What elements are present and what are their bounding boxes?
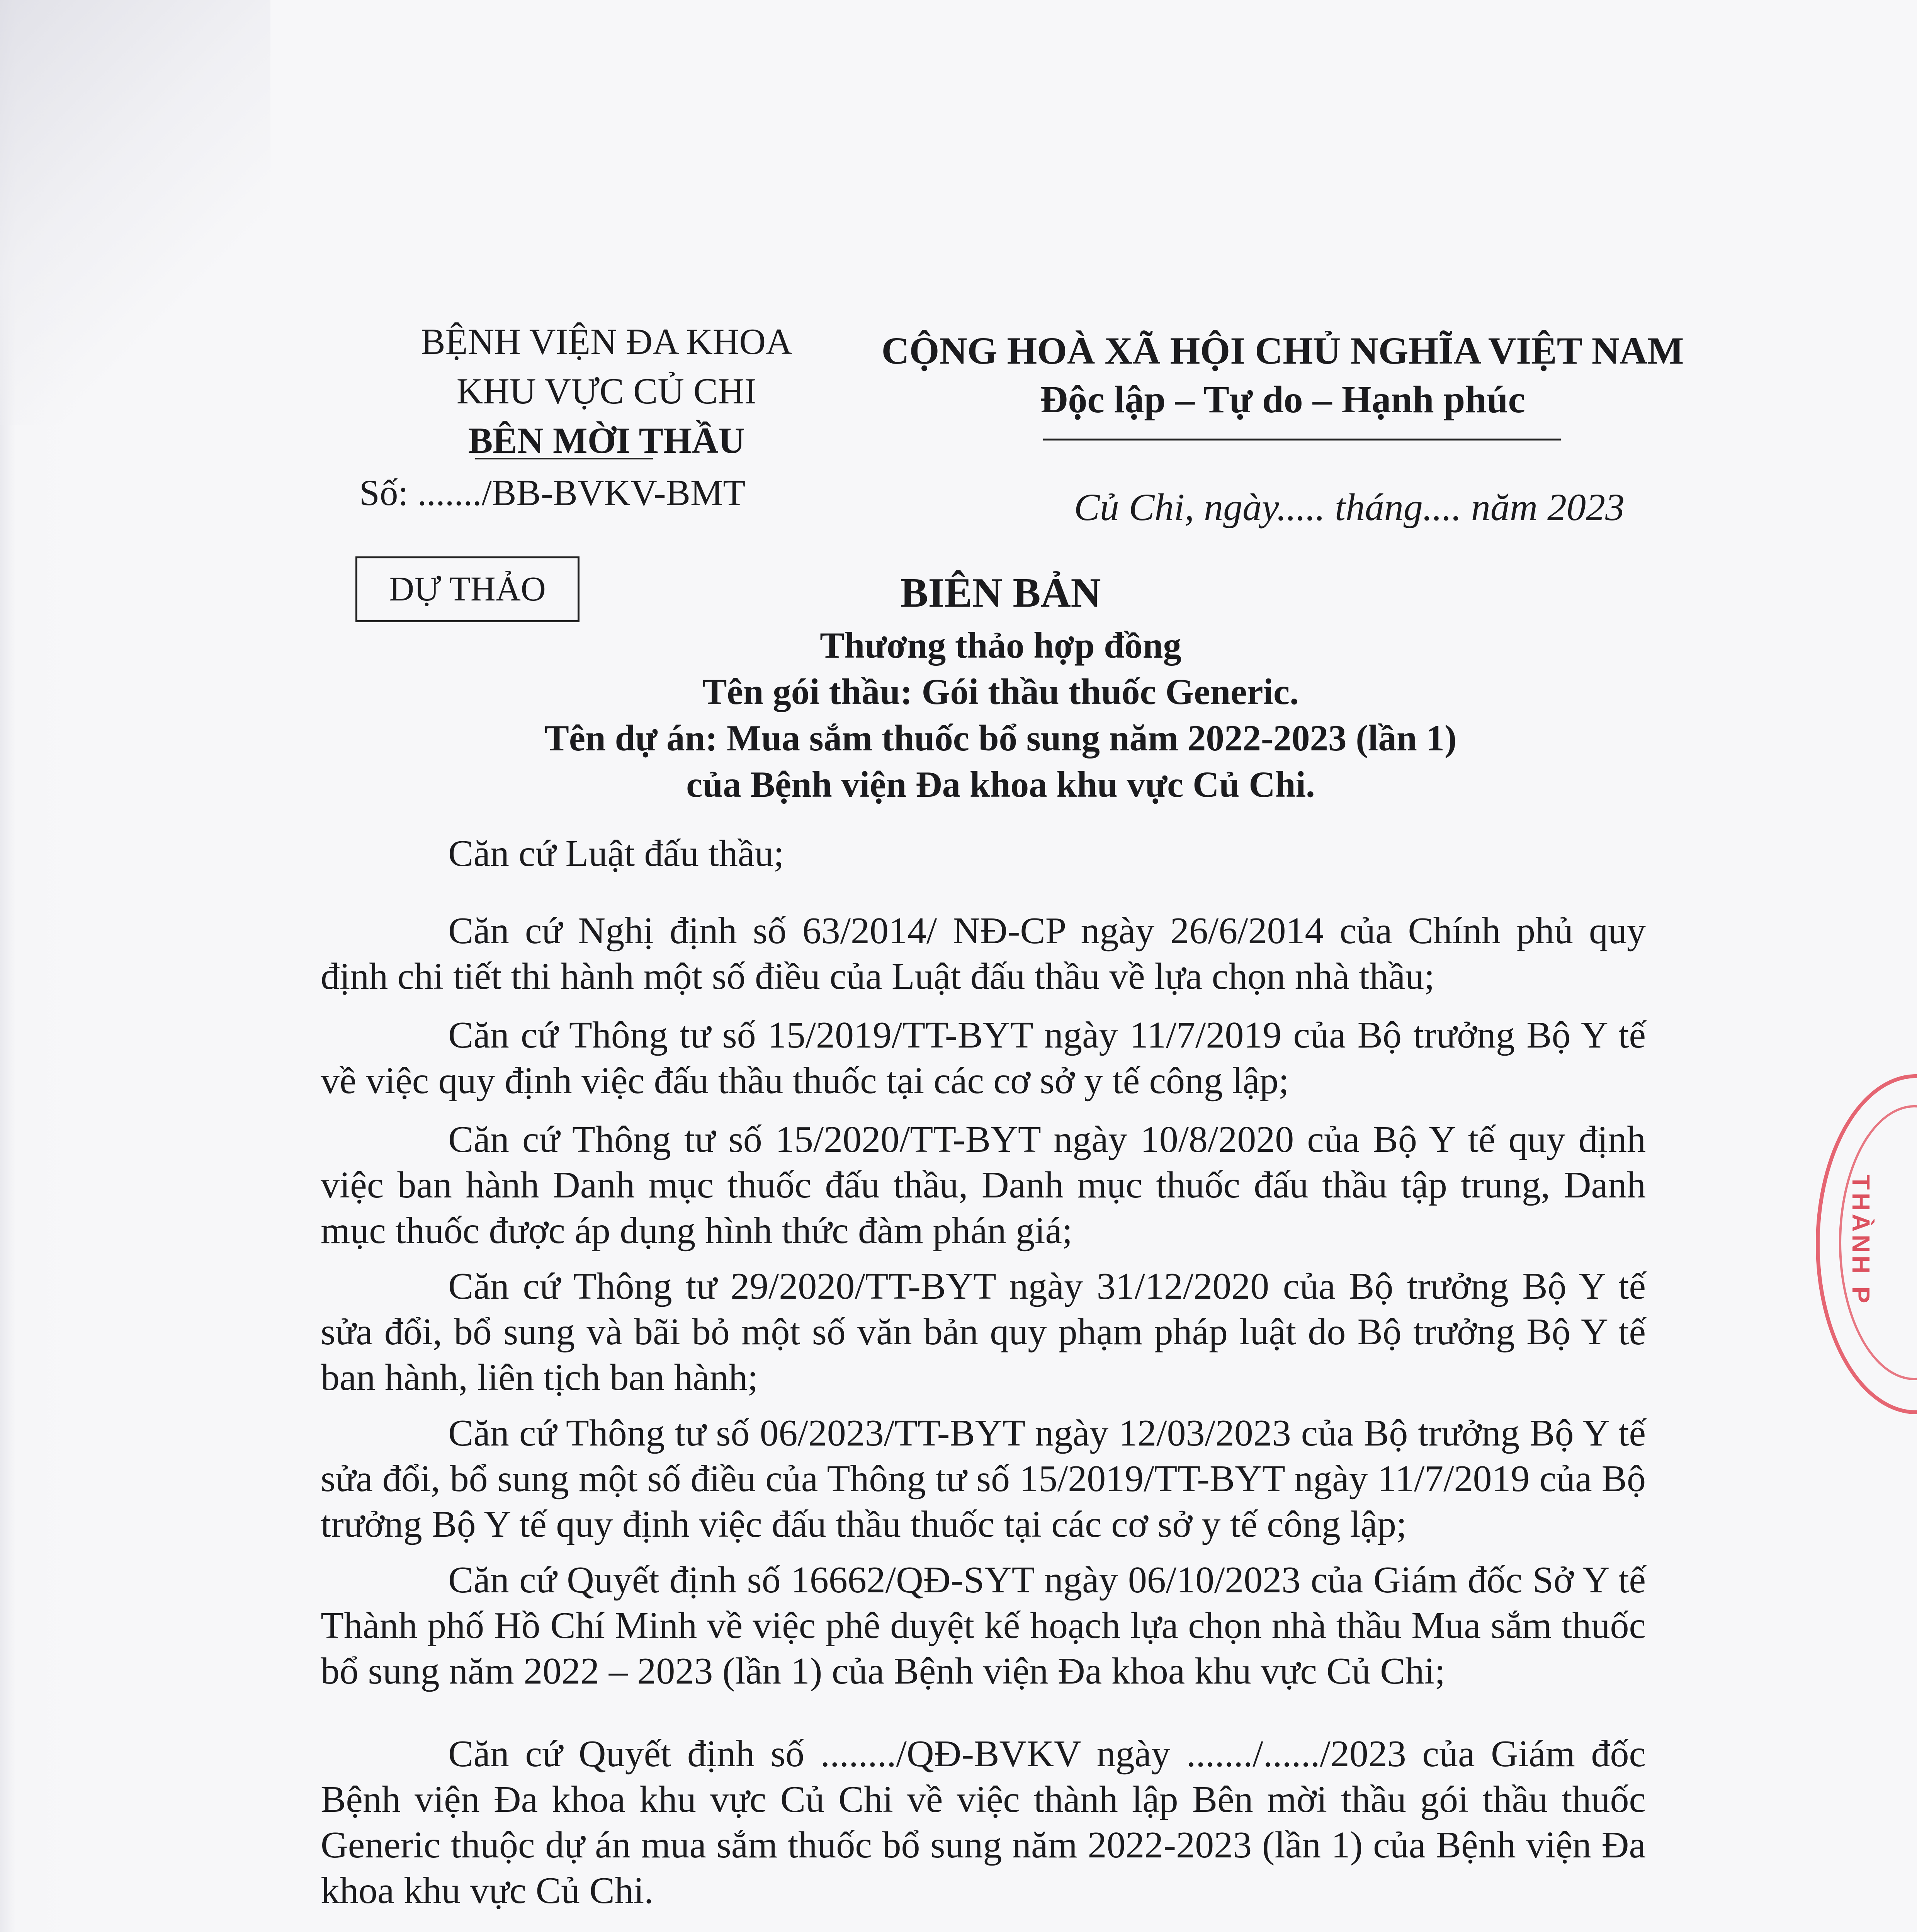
title-main: BIÊN BẢN <box>900 570 1101 616</box>
title-sub-2: Tên gói thầu: Gói thầu thuốc Generic. <box>702 671 1299 712</box>
issuing-organization <box>363 317 850 465</box>
legal-basis-5: Căn cứ Thông tư 29/2020/TT-BYT ngày 31/12/2020 của Bộ trưởng Bộ Y tế sửa đổi, bổ sung và bãi bỏ một số văn bản quy phạm pháp luật do Bộ trưởng Bộ Y tế ban hành, liên tịch ban hành; <box>321 1265 1646 1398</box>
org-line-2: KHU VỰC CỦ CHI <box>456 371 757 412</box>
legal-basis-7: Căn cứ Quyết định số 16662/QĐ-SYT ngày 06/10/2023 của Giám đốc Sở Y tế Thành phố Hồ Chí Minh về việc phê duyệt kế hoạch lựa chọn nhà thầu Mua sắm thuốc bổ sung năm 2022 – 2023 (lần 1) của Bệnh viện Đa khoa khu vực Củ Chi; <box>321 1559 1646 1692</box>
nation-line-2: Độc lập – Tự do – Hạnh phúc <box>1040 378 1525 421</box>
motto-underline <box>1043 439 1561 440</box>
folded-corner <box>0 0 270 425</box>
national-motto <box>873 327 1692 424</box>
org-line-1: BỆNH VIỆN ĐA KHOA <box>421 321 792 362</box>
document-title <box>348 564 1654 808</box>
nation-line-1: CỘNG HOÀ XÃ HỘI CHỦ NGHĨA VIỆT NAM <box>881 329 1684 372</box>
red-seal-text: THÀNH P <box>1847 1175 1875 1306</box>
legal-basis-4: Căn cứ Thông tư số 15/2020/TT-BYT ngày 10/8/2020 của Bộ Y tế quy định việc ban hành Danh mục thuốc đấu thầu, Danh mục thuốc đấu thầu tập trung, Danh mục thuốc được áp dụng hình thức đàm phán giá; <box>321 1119 1646 1252</box>
legal-basis-2: Căn cứ Nghị định số 63/2014/ NĐ-CP ngày 26/6/2014 của Chính phủ quy định chi tiết thi hành một số điều của Luật đấu thầu về lựa chọn nhà thầu; <box>321 910 1646 997</box>
draft-label: DỰ THẢO <box>355 556 580 622</box>
org-line-3: BÊN MỜI THẦU <box>468 420 745 461</box>
place-and-date: Củ Chi, ngày..... tháng.... năm 2023 <box>1074 486 1625 529</box>
legal-basis-6: Căn cứ Thông tư số 06/2023/TT-BYT ngày 12/03/2023 của Bộ trưởng Bộ Y tế sửa đổi, bổ sung một số điều của Thông tư số 15/2019/TT-BYT ngày 11/7/2019 của Bộ trưởng Bộ Y tế quy định việc đấu thầu thuốc tại các cơ sở y tế công lập; <box>321 1412 1646 1545</box>
title-sub-1: Thương thảo hợp đồng <box>820 625 1181 666</box>
legal-basis-3: Căn cứ Thông tư số 15/2019/TT-BYT ngày 11/7/2019 của Bộ trưởng Bộ Y tế về việc quy định việc đấu thầu thuốc tại các cơ sở y tế công lập; <box>321 1014 1646 1102</box>
document-number: Số: ......./BB-BVKV-BMT <box>359 472 746 513</box>
org-underline <box>475 458 653 459</box>
legal-basis-1: Căn cứ Luật đấu thầu; <box>448 833 784 874</box>
title-sub-3: Tên dự án: Mua sắm thuốc bổ sung năm 2022-2023 (lần 1) <box>544 718 1457 759</box>
title-sub-4: của Bệnh viện Đa khoa khu vực Củ Chi. <box>686 764 1315 805</box>
legal-basis-8: Căn cứ Quyết định số ......../QĐ-BVKV ngày ......./....../2023 của Giám đốc Bệnh viện Đa khoa khu vực Củ Chi về việc thành lập Bên mời thầu gói thầu thuốc Generic thuộc dự án mua sắm thuốc bổ sung năm 2022-2023 (lần 1) của Bệnh viện Đa khoa khu vực Củ Chi. <box>321 1733 1646 1912</box>
